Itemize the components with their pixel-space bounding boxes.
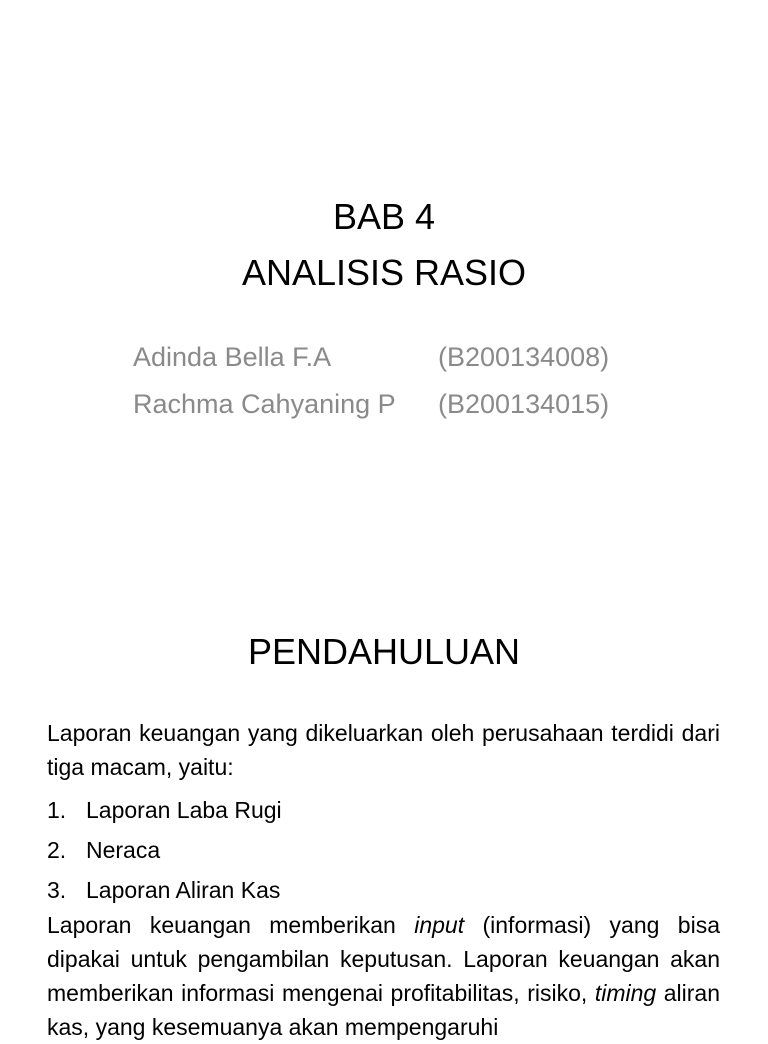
author-name: Adinda Bella F.A: [133, 342, 332, 372]
slide-title: [0, 189, 768, 301]
paragraph-text: Laporan keuangan memberikan: [47, 912, 415, 938]
author-row: [133, 334, 609, 381]
paragraph-text: aliran kas, yang kesemuanya akan mempengaruhi: [47, 980, 720, 1040]
list-number: 1.: [47, 797, 67, 823]
author-list: [133, 334, 609, 428]
title-line-2: ANALISIS RASIO: [241, 252, 527, 293]
intro-paragraph: Laporan keuangan yang dikeluarkan oleh perusahaan terdidi dari tiga macam, yaitu:: [47, 720, 720, 780]
list-item: [47, 870, 282, 910]
author-id: (B200134015): [438, 389, 610, 419]
paragraph-italic-term: input: [414, 912, 465, 938]
list-label: Neraca: [86, 837, 161, 863]
paragraph-text: (informasi) yang bisa dipakai untuk pengambilan keputusan. Laporan keuangan akan memberikan informasi mengenai profitabilitas, risiko,: [47, 912, 720, 1006]
report-type-list: [47, 790, 282, 910]
list-number: 2.: [47, 837, 67, 863]
author-name: Rachma Cahyaning P: [133, 389, 396, 419]
author-row: [133, 381, 609, 428]
list-label: Laporan Aliran Kas: [86, 877, 281, 903]
list-number: 3.: [47, 877, 67, 903]
list-item: [47, 790, 282, 830]
list-label: Laporan Laba Rugi: [86, 797, 282, 823]
title-line-1: BAB 4: [332, 196, 436, 237]
list-item: [47, 830, 282, 870]
body-paragraph: [47, 908, 720, 1044]
section-title: PENDAHULUAN: [247, 631, 521, 672]
paragraph-italic-term: timing: [594, 980, 657, 1006]
author-id: (B200134008): [438, 342, 610, 372]
